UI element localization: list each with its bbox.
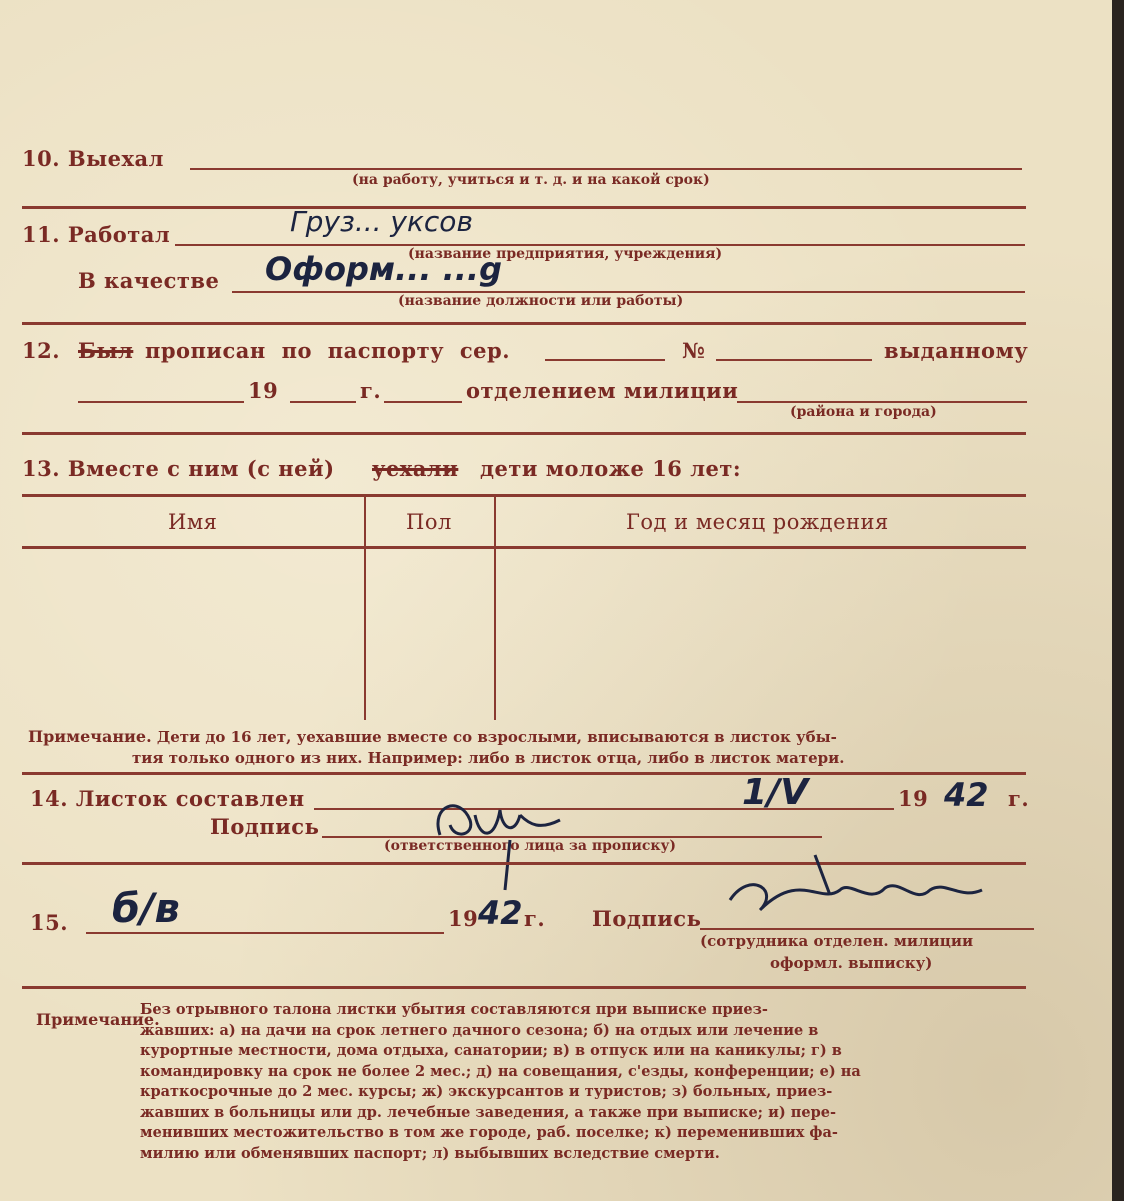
section-15-year-prefix: 19: [448, 906, 479, 931]
section-15-g-label: г.: [524, 906, 546, 931]
police-dept-line: [737, 401, 1027, 403]
section-14-year-prefix: 19: [898, 786, 929, 811]
section-11-label: 11. Работал: [22, 222, 171, 247]
children-table-header-rule: [22, 546, 1026, 549]
section-10-hint: (на работу, учиться и т. д. и на какой срок): [352, 172, 710, 188]
section-12-struck-word: Был: [78, 338, 134, 363]
section-10-line: [190, 168, 1022, 170]
note-2-line: Без отрывного талона листки убытия составляются при выписке приез-: [140, 1001, 768, 1018]
section-13-label-post: дети моложе 16 лет:: [480, 456, 742, 481]
children-table-col-divider-1: [364, 496, 366, 720]
issue-gap-line: [384, 401, 462, 403]
note-2-line: милию или обменявших паспорт; л) выбывших вследствие смерти.: [140, 1144, 720, 1162]
issue-g-label: г.: [360, 378, 382, 403]
section-15-label: 15.: [30, 910, 69, 935]
passport-number-line: [716, 359, 872, 361]
note-2-line: жавших в больницы или др. лечебные заведения, а также при выписке; и) пере-: [140, 1103, 836, 1121]
divider-12: [22, 432, 1026, 435]
section-11-hint: (название предприятия, учреждения): [408, 246, 723, 262]
section-14-g-label: г.: [1008, 786, 1030, 811]
passport-number-label: №: [682, 338, 706, 363]
section-13-label-pre: 13. Вместе с ним (с ней): [22, 456, 335, 481]
note-1-line-2: тия только одного из них. Например: либо в листок отца, либо в листок матери.: [132, 749, 845, 767]
section-15-sign-hint-1: (сотрудника отделен. милиции: [700, 932, 974, 950]
section-12-number: 12.: [22, 338, 61, 363]
handwritten-role: Оформ... ...g: [265, 250, 502, 288]
divider-note-1: [22, 772, 1026, 775]
handwritten-workplace: Груз... уксов: [290, 205, 473, 238]
note-2-line: краткосрочные до 2 мес. курсы; ж) экскурсантов и туристов; з) больных, приез-: [140, 1083, 833, 1100]
section-12-label: прописан по паспорту сер.: [145, 338, 511, 363]
role-hint: (название должности или работы): [398, 293, 684, 309]
note-2-text: [140, 1000, 861, 1164]
col-header-sex: Пол: [406, 510, 452, 534]
note-1-line-1: Дети до 16 лет, уехавшие вместе со взрослыми, вписываются в листок убы-: [156, 728, 837, 746]
note-2-line: жавших: а) на дачи на срок летнего дачного сезона; б) на отдых или лечение в: [140, 1021, 819, 1039]
section-15-line: [86, 932, 444, 934]
passport-series-line: [545, 359, 665, 361]
note-1: [28, 726, 844, 769]
note-2-line: командировку на срок не более 2 мес.; д) на совещания, с'езды, конференции; е) на: [140, 1062, 861, 1080]
handwritten-mark-15: б/в: [112, 886, 180, 932]
note-1-label: Примечание.: [28, 727, 152, 746]
handwritten-year-15: 42: [478, 894, 523, 932]
divider-10: [22, 206, 1026, 209]
section-15-sign-hint-2: оформл. выписку): [770, 954, 933, 972]
issue-day-line: [78, 401, 244, 403]
section-15-sign-label: Подпись: [592, 906, 702, 931]
police-dept-hint: (района и города): [790, 404, 937, 420]
issue-year-prefix: 19: [248, 378, 279, 403]
divider-11: [22, 322, 1026, 325]
issue-year-line: [290, 401, 356, 403]
section-14-sign-hint: (ответственного лица за прописку): [384, 838, 677, 854]
section-14-label: 14. Листок составлен: [30, 786, 305, 811]
issued-label: выданному: [884, 338, 1029, 363]
handwritten-year-14: 42: [944, 776, 989, 814]
col-header-birth: Год и месяц рождения: [626, 510, 889, 534]
children-table-col-divider-2: [494, 496, 496, 720]
signature-14: [420, 780, 580, 900]
section-13-struck-word: уехали: [372, 456, 459, 481]
note-2-label: Примечание.: [36, 1010, 160, 1029]
divider-15: [22, 986, 1026, 989]
police-dept-label: отделением милиции: [466, 378, 739, 403]
note-2-line: курортные местности, дома отдыха, санатории; в) в отпуск или на каникулы; г) в: [140, 1042, 842, 1059]
signature-15: [720, 850, 990, 930]
children-table-top: [22, 494, 1026, 497]
section-14-sign-label: Подпись: [210, 814, 320, 839]
handwritten-date: 1/V: [742, 772, 809, 813]
note-2-line: менивших местожительство в том же городе, раб. поселке; к) переменивших фа-: [140, 1124, 838, 1141]
role-label: В качестве: [78, 268, 220, 293]
section-10-label: 10. Выехал: [22, 146, 164, 171]
col-header-name: Имя: [168, 510, 218, 534]
